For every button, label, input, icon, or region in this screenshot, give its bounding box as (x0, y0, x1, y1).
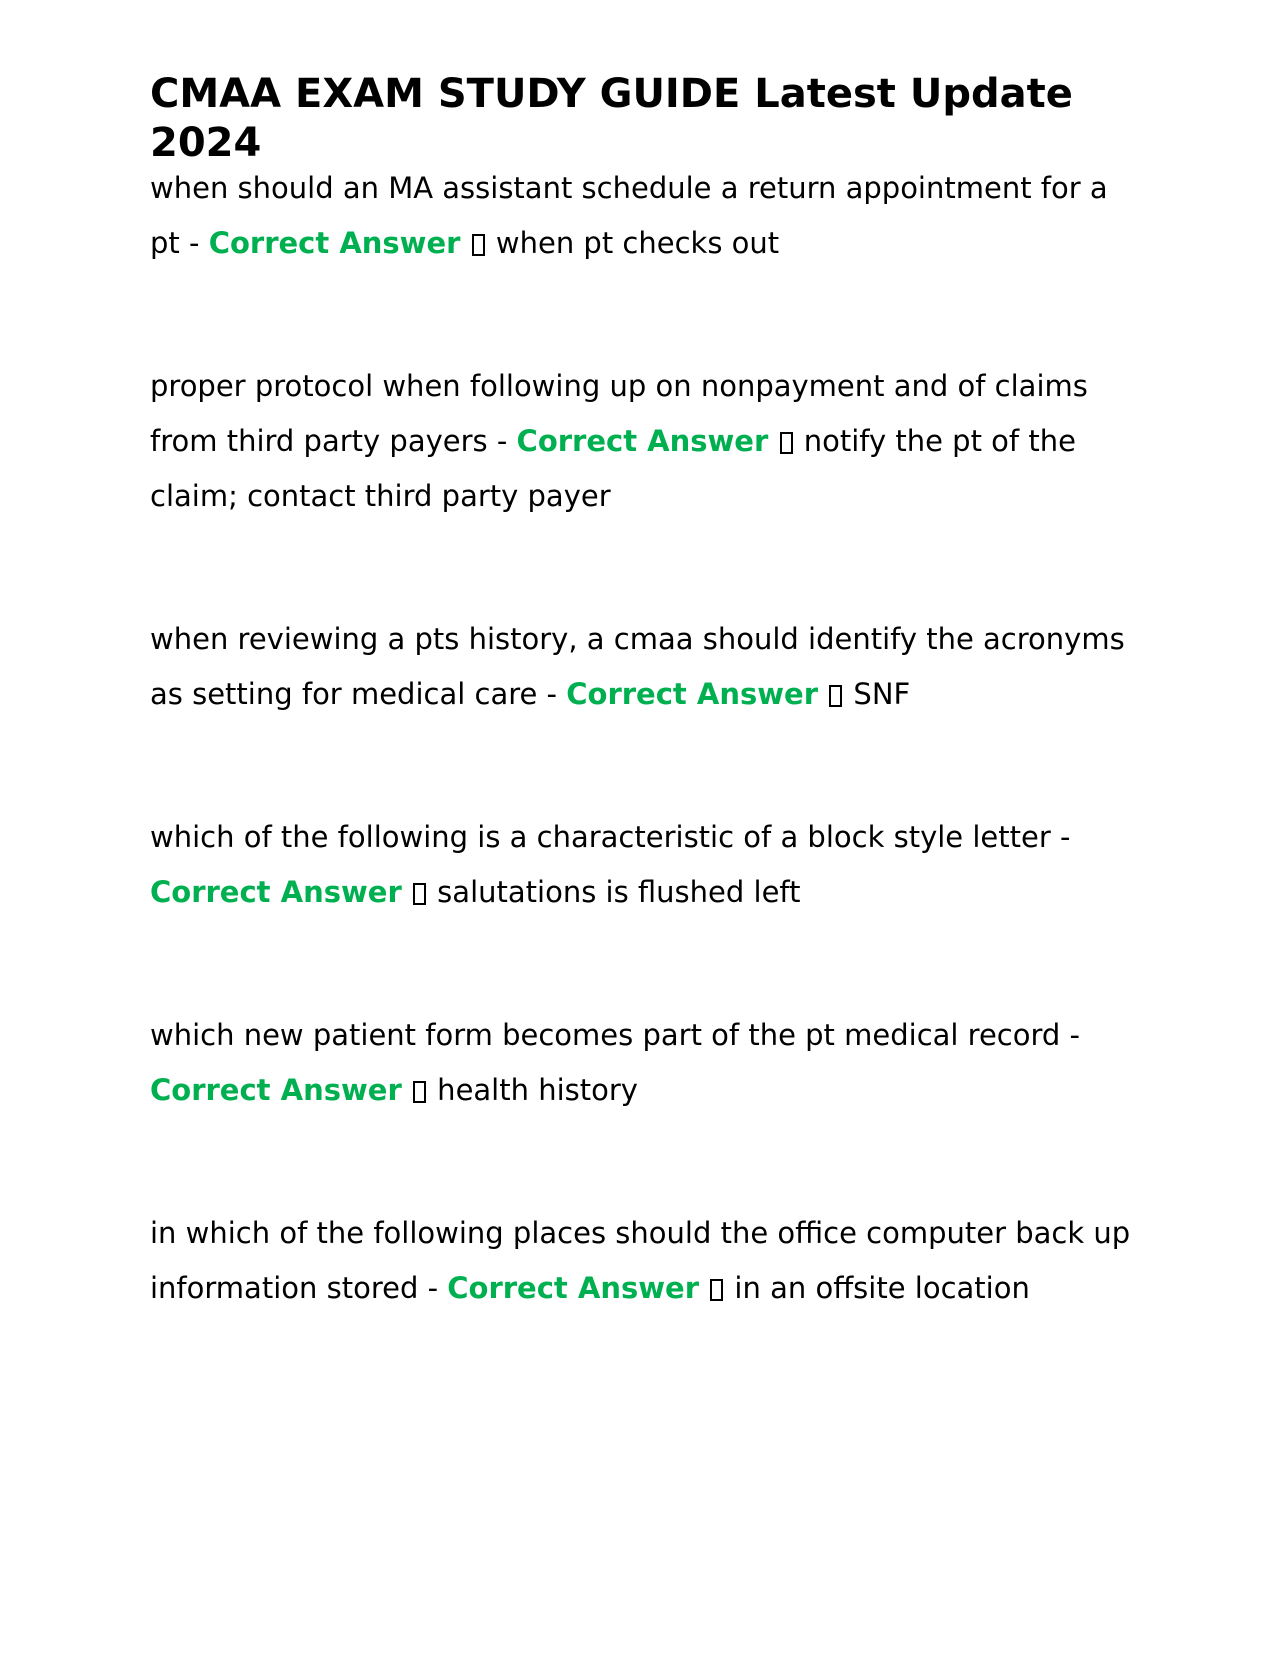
question-text: in which of the following places should the office computer back up information stored - (150, 1216, 1131, 1305)
qa-item-6 (150, 1206, 1140, 1316)
qa-item-1 (150, 161, 1140, 271)
question-text: which new patient form becomes part of the pt medical record - (150, 1018, 1080, 1052)
correct-answer-label: Correct Answer (208, 226, 461, 260)
correct-answer-label: Correct Answer (516, 424, 769, 458)
question-text: proper protocol when following up on nonpayment and of claims from third party payers - (150, 369, 1088, 458)
correct-answer-label: Correct Answer (150, 875, 402, 909)
answer-text: when pt checks out (486, 226, 780, 260)
qa-item-2 (150, 359, 1140, 524)
answer-text: in an offsite location (725, 1271, 1030, 1305)
correct-answer-label: Correct Answer (447, 1271, 699, 1305)
missing-glyph-box-icon (710, 1279, 723, 1301)
qa-item-4 (150, 810, 1140, 920)
missing-glyph-box-icon (472, 234, 485, 256)
correct-answer-label: Correct Answer (566, 677, 818, 711)
qa-item-3 (150, 612, 1140, 722)
missing-glyph-box-icon (413, 883, 426, 905)
answer-text: salutations is flushed left (427, 875, 801, 909)
qa-item-5 (150, 1008, 1140, 1118)
question-text: when should an MA assistant schedule a return appointment for a pt - (150, 171, 1108, 260)
document-page (150, 70, 1140, 1316)
answer-text: SNF (844, 677, 911, 711)
answer-text: health history (427, 1073, 638, 1107)
question-text: which of the following is a characteristic of a block style letter - (150, 820, 1071, 854)
missing-glyph-box-icon (829, 685, 842, 707)
question-text: when reviewing a pts history, a cmaa should identify the acronyms as setting for medical care - (150, 622, 1125, 711)
document-title: CMAA EXAM STUDY GUIDE Latest Update 2024 (150, 71, 1073, 166)
correct-answer-label: Correct Answer (150, 1073, 402, 1107)
missing-glyph-box-icon (780, 432, 793, 454)
answer-text: notify the pt of the claim; contact third party payer (150, 424, 1076, 513)
missing-glyph-box-icon (413, 1081, 426, 1103)
